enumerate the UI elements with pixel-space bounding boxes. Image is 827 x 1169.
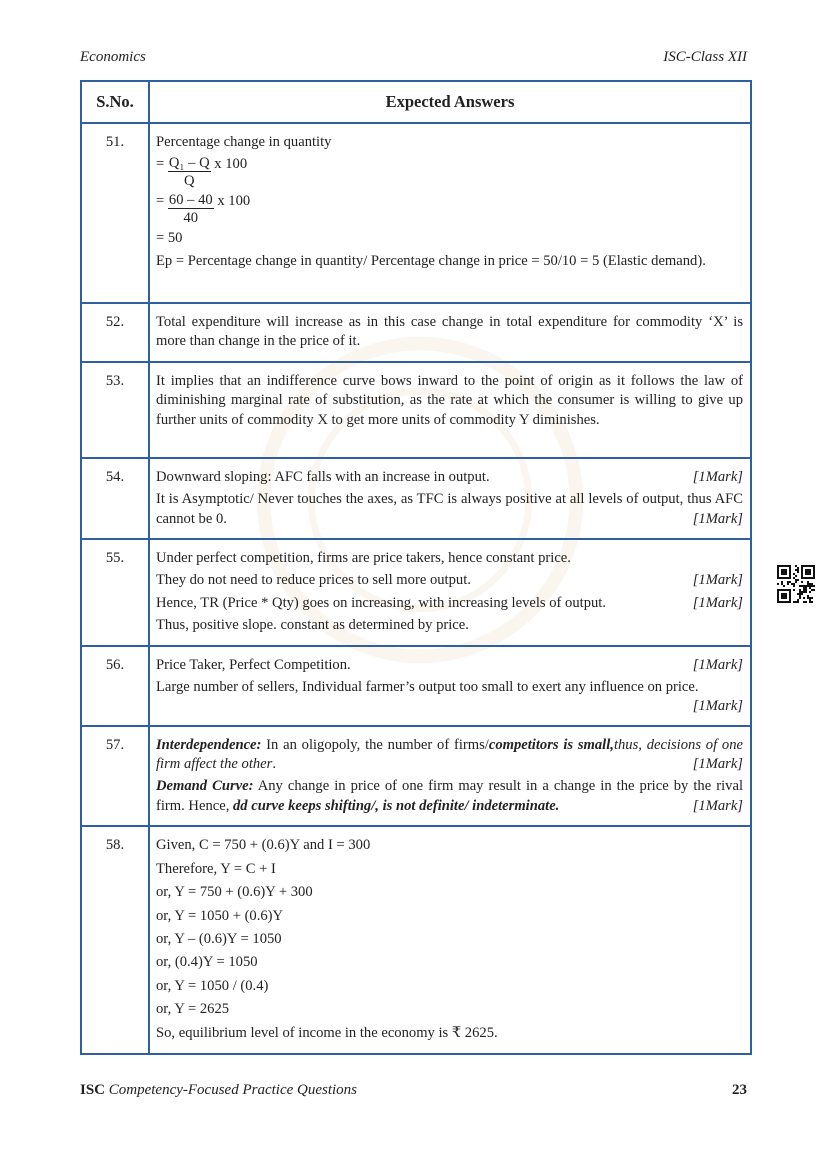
answer-text: Large number of sellers, Individual farmer’s output too small to exert any influence on price. xyxy=(156,679,699,696)
mark-label: [1Mark] xyxy=(692,468,743,485)
mark-label: [1Mark] xyxy=(692,572,743,589)
header-subject: Economics xyxy=(80,49,146,65)
answer-text: or, Y = 2625 xyxy=(156,1001,230,1018)
serial-number: 51. xyxy=(81,123,149,303)
answer-paragraph xyxy=(156,977,743,996)
answer-cell xyxy=(149,458,751,539)
text-segment: Interdependence: xyxy=(156,736,262,753)
answer-paragraph xyxy=(156,930,743,949)
answer-cell xyxy=(149,646,751,726)
mark-label: [1Mark] xyxy=(692,656,743,673)
formula xyxy=(156,192,743,228)
table-row xyxy=(81,826,751,1054)
answer-text: Hence, TR (Price * Qty) goes on increasing, with increasing levels of output. xyxy=(156,594,606,611)
numerator: 60 – 40 xyxy=(168,192,213,209)
answer-text: Percentage change in quantity xyxy=(156,134,332,150)
page-number: 23 xyxy=(732,1082,747,1098)
answer-paragraph xyxy=(156,907,743,926)
serial-number: 54. xyxy=(81,458,149,539)
text-segment: . xyxy=(272,756,276,773)
answer-paragraph xyxy=(156,736,743,775)
answer-text: Downward sloping: AFC falls with an increase in output. xyxy=(156,468,490,485)
column-header-sno: S.No. xyxy=(81,81,149,123)
answer-text: or, Y = 750 + (0.6)Y + 300 xyxy=(156,884,313,901)
answer-paragraph xyxy=(156,1024,743,1043)
text-segment: In an oligopoly, the number of firms/ xyxy=(261,736,489,753)
answer-cell xyxy=(149,362,751,458)
answer-cell xyxy=(149,123,751,303)
answer-paragraph xyxy=(156,594,743,613)
answer-text: So, equilibrium level of income in the economy is ₹ 2625. xyxy=(156,1024,498,1041)
denominator: 40 xyxy=(183,210,199,227)
formula-prefix: = xyxy=(156,156,168,173)
footer-series: Competency-Focused Practice Questions xyxy=(108,1082,358,1098)
answer-text: Under perfect competition, firms are price takers, hence constant price. xyxy=(156,550,571,567)
fraction xyxy=(168,192,214,228)
answer-paragraph xyxy=(156,656,743,675)
answer-paragraph xyxy=(156,133,743,152)
table-header-row xyxy=(81,81,751,123)
numerator: Q₁ – Q xyxy=(168,155,210,172)
answer-paragraph xyxy=(156,616,743,635)
answer-text: They do not need to reduce prices to sell more output. xyxy=(156,572,471,589)
text-segment: dd curve keeps shifting/, is not definite/ indeterminate. xyxy=(233,797,560,814)
answer-text: Given, C = 750 + (0.6)Y and I = 300 xyxy=(156,837,371,854)
table-row xyxy=(81,539,751,646)
mark-label: [1Mark] xyxy=(692,698,743,715)
answer-text: Therefore, Y = C + I xyxy=(156,860,276,877)
answer-paragraph xyxy=(156,678,743,715)
answer-paragraph xyxy=(156,860,743,879)
formula xyxy=(156,155,743,191)
answer-text: It implies that an indifference curve bows inward to the point of origin as it follows the law of diminishing marginal rate of substitution, as the rate at which the consumer is willing to give up further units of commodity X to get more units of commodity Y diminishes. xyxy=(156,372,743,428)
answer-paragraph xyxy=(156,883,743,902)
column-header-answers: Expected Answers xyxy=(149,81,751,123)
table-row xyxy=(81,458,751,539)
answer-cell xyxy=(149,303,751,362)
answer-paragraph xyxy=(156,490,743,529)
mark-label: [1Mark] xyxy=(692,797,743,814)
answer-text: = 50 xyxy=(156,230,183,247)
answer-paragraph xyxy=(156,229,743,248)
answer-text: Price Taker, Perfect Competition. xyxy=(156,656,351,673)
mark-label: [1Mark] xyxy=(692,756,743,773)
answer-text: or, Y = 1050 + (0.6)Y xyxy=(156,907,284,924)
table-row xyxy=(81,646,751,726)
answer-paragraph xyxy=(156,549,743,568)
answer-paragraph xyxy=(156,953,743,972)
answer-text: It is Asymptotic/ Never touches the axes, as TFC is always positive at all levels of output, thus AFC cannot be 0. xyxy=(156,491,743,527)
answer-cell xyxy=(149,539,751,646)
text-segment: competitors is small, xyxy=(488,736,614,753)
answer-paragraph xyxy=(156,571,743,590)
serial-number: 55. xyxy=(81,539,149,646)
serial-number: 57. xyxy=(81,726,149,827)
mark-label: [1Mark] xyxy=(692,594,743,611)
answer-text: or, Y = 1050 / (0.4) xyxy=(156,977,269,994)
answer-paragraph xyxy=(156,468,743,487)
answer-text: Thus, positive slope. constant as determined by price. xyxy=(156,617,469,634)
serial-number: 56. xyxy=(81,646,149,726)
answer-text: or, (0.4)Y = 1050 xyxy=(156,954,258,971)
text-segment: Any change in price of one firm may result in a change in the price by the rival firm. Hence, xyxy=(156,778,743,814)
mark-label: [1Mark] xyxy=(692,510,743,527)
text-segment: Demand Curve: xyxy=(156,778,254,795)
answer-text: Ep = Percentage change in quantity/ Percentage change in price = 50/10 = 5 (Elastic demand). xyxy=(156,252,706,269)
serial-number: 53. xyxy=(81,362,149,458)
answer-paragraph xyxy=(156,252,743,271)
serial-number: 52. xyxy=(81,303,149,362)
answer-text: Total expenditure will increase as in this case change in total expenditure for commodity ‘X’ is more than change in the price of it. xyxy=(156,314,743,350)
footer-title xyxy=(80,1082,357,1099)
footer-brand: ISC xyxy=(80,1082,106,1098)
answer-cell xyxy=(149,726,751,827)
text-segment: thus, decisions of one firm affect the other xyxy=(156,736,743,773)
formula-suffix: x 100 xyxy=(213,193,251,210)
answer-paragraph xyxy=(156,1000,743,1019)
table-row xyxy=(81,303,751,362)
table-row xyxy=(81,362,751,458)
answers-table xyxy=(80,80,752,1055)
qr-code-icon xyxy=(777,565,815,603)
table-row xyxy=(81,123,751,303)
answer-paragraph xyxy=(156,777,743,816)
answer-cell xyxy=(149,826,751,1054)
fraction xyxy=(168,155,211,191)
table-row xyxy=(81,726,751,827)
answer-paragraph xyxy=(156,836,743,855)
answer-text: or, Y – (0.6)Y = 1050 xyxy=(156,930,282,947)
answer-paragraph xyxy=(156,313,743,352)
denominator: Q xyxy=(184,173,195,190)
serial-number: 58. xyxy=(81,826,149,1054)
formula-suffix: x 100 xyxy=(210,156,248,173)
formula-prefix: = xyxy=(156,193,168,210)
header-class: ISC-Class XII xyxy=(663,49,747,65)
answer-paragraph xyxy=(156,372,743,430)
